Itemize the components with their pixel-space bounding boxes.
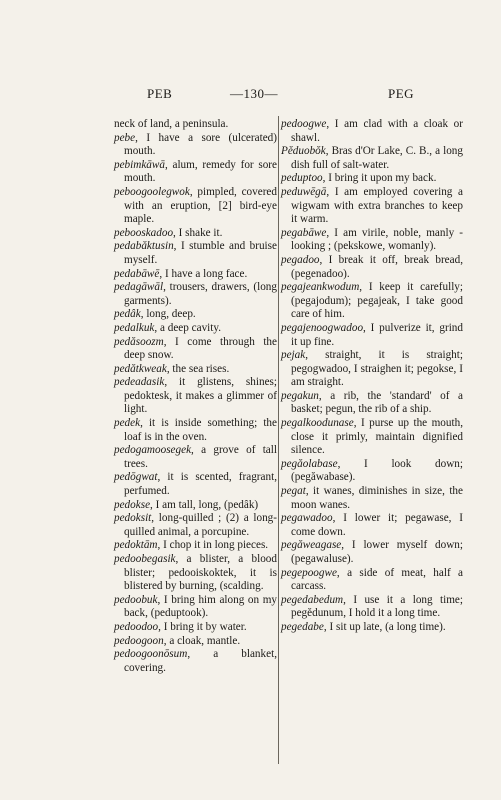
dictionary-entry: pedătkweak, the sea rises. — [114, 362, 230, 375]
left-column — [114, 118, 277, 675]
column-divider — [278, 116, 279, 764]
dictionary-entry: pegat, it wanes, diminishes in size, the moon wanes. — [281, 485, 463, 511]
dictionary-entry: Pĕduobŏk, Bras d'Or Lake, C. B., a long dish full of salt-water. — [281, 145, 463, 171]
dictionary-entry: pejak, straight, it is straight; pegogwadoo, I straighen it; pegokse, I am straight. — [281, 349, 463, 389]
dictionary-entry: pedoogwe, I am clad with a cloak or shawl. — [281, 118, 463, 144]
dictionary-entry: pebe, I have a sore (ulcerated) mouth. — [114, 131, 277, 158]
dictionary-entry: pegedabedum, I use it a long time; pegĕdunum, I hold it a long time. — [281, 593, 463, 620]
dictionary-entry: pegawadoo, I lower it; pegawase, I come down. — [281, 512, 463, 538]
dictionary-entry: pebooskadoo, I shake it. — [114, 226, 223, 239]
dictionary-entry: pegakun, a rib, the 'standard' of a basket; pegun, the rib of a ship. — [281, 389, 463, 416]
dictionary-entry: pegajeankwodum, I keep it carefully; (pegajodum); pegajeak, I take good care of him. — [281, 281, 463, 321]
dictionary-entry: pedoobegasik, a blister, a blood blister; pedooiskoktek, it is blistered by burning, (scalding. — [114, 553, 277, 593]
page-header — [0, 86, 501, 104]
dictionary-entry: peboogoolegwok, pimpled, covered with an eruption, [2] bird-eye maple. — [114, 185, 277, 226]
dictionary-entry: pedek, it is inside something; the loaf is in the oven. — [114, 417, 277, 443]
running-head-right: PEG — [388, 86, 415, 101]
dictionary-entry: pedoktām, I chop it in long pieces. — [114, 539, 269, 552]
right-column — [281, 118, 463, 635]
dictionary-entry: pedoogoonōsum, a blanket, covering. — [114, 648, 277, 674]
dictionary-entry: pegăweagase, I lower myself down; (pegawaluse). — [281, 539, 463, 565]
page-number: —130— — [230, 86, 278, 101]
dictionary-entry: pedōgwat, it is scented, fragrant, perfumed. — [114, 471, 277, 498]
dictionary-entry: pedeadasik, it glistens, shines; pedoktesk, it makes a glimmer of light. — [114, 376, 277, 416]
dictionary-entry: pedoogoon, a cloak, mantle. — [114, 634, 241, 647]
dictionary-entry: pegăolabase, I look down; (pegăwabase). — [281, 457, 463, 484]
dictionary-entry: pedagāwāl, trousers, drawers, (long garments). — [114, 281, 277, 307]
dictionary-entry: pegepoogwe, a side of meat, half a carcass. — [281, 566, 463, 593]
dictionary-entry: pedabāwē, I have a long face. — [114, 267, 248, 280]
dictionary-entry: peduptoo, I bring it upon my back. — [281, 172, 437, 185]
dictionary-entry: pegadoo, I break it off, break bread, (pegenadoo). — [281, 253, 463, 280]
dictionary-entry: pedâk, long, deep. — [114, 308, 196, 321]
dictionary-entry: pedoksit, long-quilled ; (2) a long-quilled animal, a porcupine. — [114, 512, 277, 538]
dictionary-entry: pegajenoogwadoo, I pulverize it, grind it up fine. — [281, 321, 463, 348]
dictionary-entry: pedabăktusin, I stumble and bruise myself. — [114, 240, 277, 266]
dictionary-entry: peduwēgā, I am employed covering a wigwam with extra branches to keep it warm. — [281, 185, 463, 226]
dictionary-entry: pedalkuk, a deep cavity. — [114, 321, 222, 334]
dictionary-entry: neck of land, a peninsula. — [114, 118, 229, 130]
dictionary-entry: pedăsoozm, I come through the deep snow. — [114, 335, 277, 362]
dictionary-entry: pedoobuk, I bring him along on my back, (peduptook). — [114, 593, 277, 620]
dictionary-entry: pedokse, I am tall, long, (pedâk) — [114, 498, 259, 511]
running-head-left: PEB — [147, 86, 173, 101]
dictionary-entry: pegabāwe, I am virile, noble, manly - looking ; (pekskowe, womanly). — [281, 226, 463, 253]
dictionary-entry: pedoodoo, I bring it by water. — [114, 620, 247, 633]
dictionary-entry: pedogamoosegek, a grove of tall trees. — [114, 444, 277, 470]
dictionary-entry: pebimkāwā, alum, remedy for sore mouth. — [114, 158, 277, 185]
dictionary-entry: pegedabe, I sit up late, (a long time). — [281, 620, 446, 633]
dictionary-entry: pegalkoodunase, I purse up the mouth, close it primly, maintain dignified silence. — [281, 417, 463, 457]
